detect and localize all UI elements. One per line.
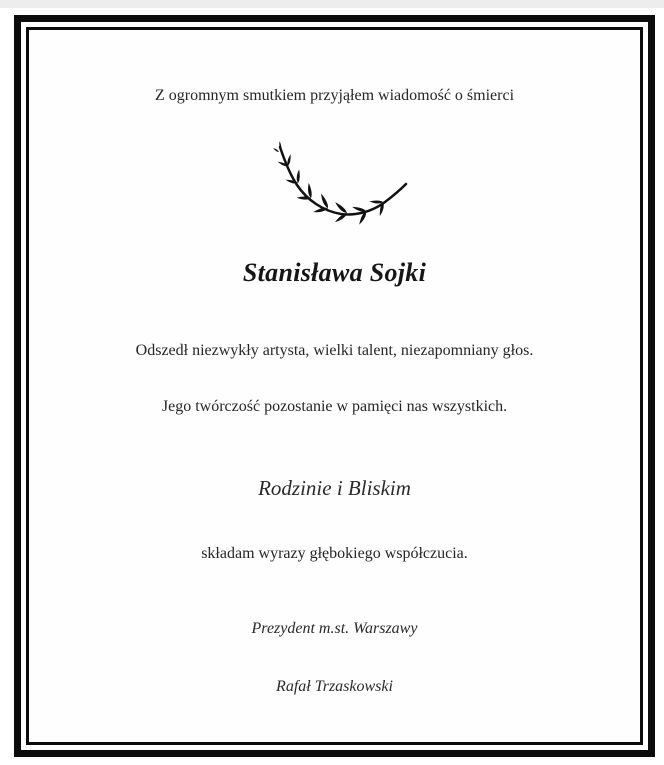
signature-title: Prezydent m.st. Warszawy <box>251 620 418 637</box>
page-top-strip <box>0 0 664 8</box>
condolence-text: składam wyrazy głębokiego współczucia. <box>201 545 468 562</box>
tribute-line-2: Jego twórczość pozostanie w pamięci nas wszystkich. <box>161 398 508 415</box>
laurel-branch-icon <box>29 139 640 225</box>
intro-text: Z ogromnym smutkiem przyjąłem wiadomość o śmierci <box>154 87 515 104</box>
condolence-card <box>14 15 655 757</box>
deceased-name: Stanisława Sojki <box>242 258 427 287</box>
dedication-text: Rodzinie i Bliskim <box>258 476 411 500</box>
signature-name: Rafał Trzaskowski <box>276 678 393 695</box>
card-inner-frame <box>26 27 643 745</box>
tribute-line-1: Odszedł niezwykły artysta, wielki talent, niezapomniany głos. <box>135 342 534 359</box>
